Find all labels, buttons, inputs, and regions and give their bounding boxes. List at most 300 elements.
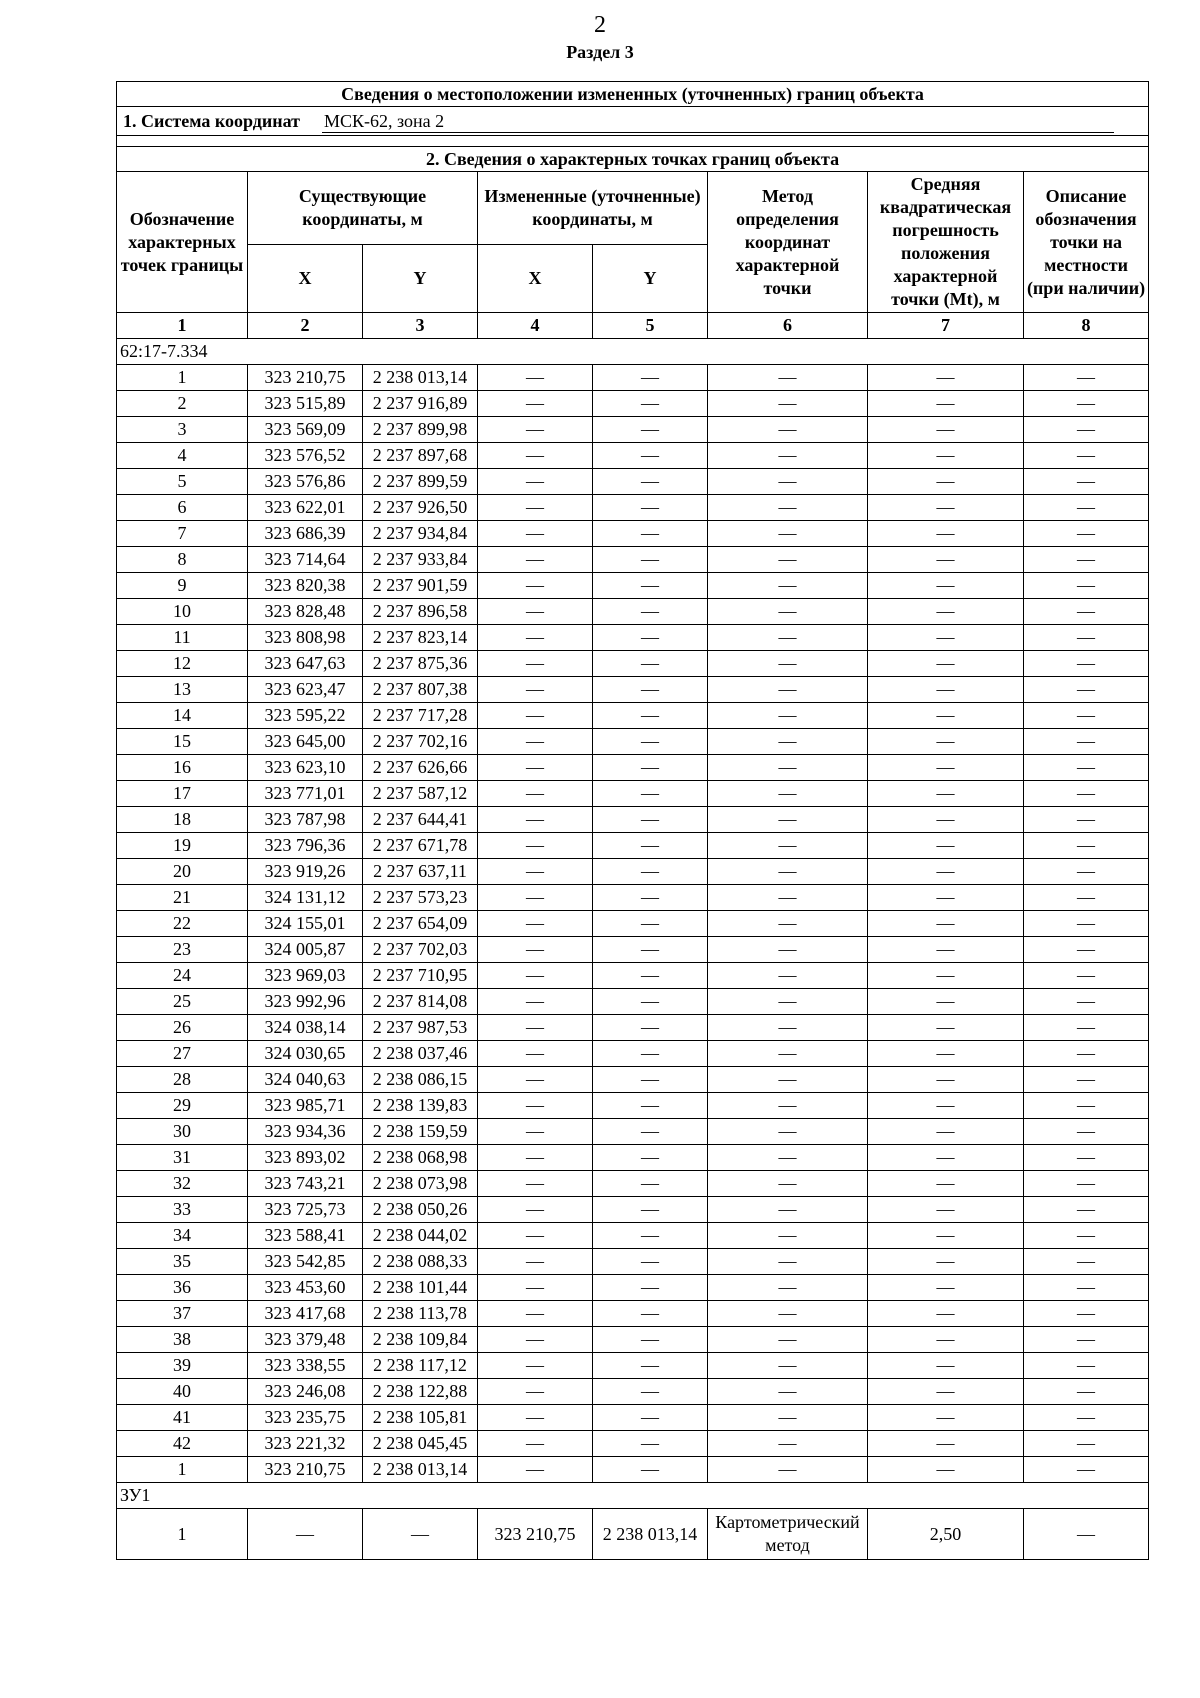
- point-number: 4: [117, 443, 248, 469]
- table-row: [117, 729, 1149, 755]
- column-number: 6: [708, 313, 868, 339]
- accuracy-cell: —: [868, 859, 1024, 885]
- changed-x: —: [478, 651, 593, 677]
- point-number: 1: [117, 365, 248, 391]
- description-cell: —: [1024, 1353, 1149, 1379]
- existing-x: 323 221,32: [248, 1431, 363, 1457]
- existing-x: 323 647,63: [248, 651, 363, 677]
- method-cell: —: [708, 1223, 868, 1249]
- accuracy-cell: —: [868, 573, 1024, 599]
- point-number: 29: [117, 1093, 248, 1119]
- method-cell: —: [708, 1145, 868, 1171]
- accuracy-cell: —: [868, 547, 1024, 573]
- existing-x: 323 623,47: [248, 677, 363, 703]
- point-number: 8: [117, 547, 248, 573]
- table-row: [117, 1275, 1149, 1301]
- header-existing-y: Y: [363, 245, 478, 313]
- accuracy-cell: —: [868, 391, 1024, 417]
- accuracy-cell: —: [868, 729, 1024, 755]
- point-number: 23: [117, 937, 248, 963]
- method-cell: —: [708, 417, 868, 443]
- existing-x: 323 645,00: [248, 729, 363, 755]
- changed-x: —: [478, 1457, 593, 1483]
- point-number: 13: [117, 677, 248, 703]
- accuracy-cell: —: [868, 755, 1024, 781]
- description-cell: —: [1024, 729, 1149, 755]
- method-cell: —: [708, 755, 868, 781]
- description-cell: —: [1024, 1275, 1149, 1301]
- existing-x: 323 515,89: [248, 391, 363, 417]
- changed-x: —: [478, 755, 593, 781]
- point-number: 38: [117, 1327, 248, 1353]
- column-number: 5: [593, 313, 708, 339]
- existing-x: 323 210,75: [248, 365, 363, 391]
- description-cell: —: [1024, 989, 1149, 1015]
- existing-x: 323 796,36: [248, 833, 363, 859]
- method-cell: —: [708, 833, 868, 859]
- point-number: 37: [117, 1301, 248, 1327]
- accuracy-cell: —: [868, 885, 1024, 911]
- point-number: 17: [117, 781, 248, 807]
- header-description: Описание обозначения точки на местности (при наличии): [1024, 172, 1149, 313]
- accuracy-cell: —: [868, 1093, 1024, 1119]
- description-cell: —: [1024, 469, 1149, 495]
- description-cell: —: [1024, 1405, 1149, 1431]
- table-row: [117, 885, 1149, 911]
- existing-y: 2 237 933,84: [363, 547, 478, 573]
- changed-x: —: [478, 1327, 593, 1353]
- point-number: 1: [117, 1457, 248, 1483]
- changed-x: —: [478, 1171, 593, 1197]
- existing-y: 2 237 637,11: [363, 859, 478, 885]
- group-label-parcel: ЗУ1: [117, 1483, 1149, 1509]
- accuracy-cell: —: [868, 1457, 1024, 1483]
- changed-x: —: [478, 417, 593, 443]
- changed-x: —: [478, 859, 593, 885]
- existing-x: 324 040,63: [248, 1067, 363, 1093]
- changed-x: —: [478, 833, 593, 859]
- table-row: [117, 1249, 1149, 1275]
- point-number: 11: [117, 625, 248, 651]
- changed-y: —: [593, 1171, 708, 1197]
- existing-x: 323 542,85: [248, 1249, 363, 1275]
- table-row: [117, 1041, 1149, 1067]
- existing-x: 323 622,01: [248, 495, 363, 521]
- changed-x: —: [478, 937, 593, 963]
- column-number: 1: [117, 313, 248, 339]
- changed-y: —: [593, 703, 708, 729]
- existing-y: 2 237 626,66: [363, 755, 478, 781]
- point-number: 19: [117, 833, 248, 859]
- accuracy-cell: —: [868, 989, 1024, 1015]
- description-cell: —: [1024, 1327, 1149, 1353]
- existing-y: 2 237 899,98: [363, 417, 478, 443]
- table-row: [117, 417, 1149, 443]
- method-cell: —: [708, 469, 868, 495]
- method-cell: —: [708, 443, 868, 469]
- description-cell: —: [1024, 573, 1149, 599]
- header-point-designation: Обозначение характерных точек границы: [117, 172, 248, 313]
- table-row: [117, 651, 1149, 677]
- point-number: 41: [117, 1405, 248, 1431]
- header-changed-x: X: [478, 245, 593, 313]
- existing-x: 323 919,26: [248, 859, 363, 885]
- points-title: 2. Сведения о характерных точках границ объекта: [117, 147, 1149, 172]
- method-cell: —: [708, 495, 868, 521]
- method-cell: —: [708, 989, 868, 1015]
- method-cell: —: [708, 703, 868, 729]
- existing-y: 2 237 671,78: [363, 833, 478, 859]
- existing-y: 2 238 050,26: [363, 1197, 478, 1223]
- accuracy-cell: —: [868, 1353, 1024, 1379]
- table-row: [117, 911, 1149, 937]
- changed-x: —: [478, 1379, 593, 1405]
- description-cell: —: [1024, 365, 1149, 391]
- changed-x: —: [478, 1275, 593, 1301]
- method-cell: —: [708, 937, 868, 963]
- table-row: [117, 1197, 1149, 1223]
- existing-y: 2 237 587,12: [363, 781, 478, 807]
- existing-x: 323 623,10: [248, 755, 363, 781]
- table-row: [117, 859, 1149, 885]
- table-row: [117, 989, 1149, 1015]
- existing-x: 323 246,08: [248, 1379, 363, 1405]
- table-row: [117, 1067, 1149, 1093]
- changed-x: —: [478, 989, 593, 1015]
- table-row: [117, 703, 1149, 729]
- existing-x: 323 595,22: [248, 703, 363, 729]
- existing-y: 2 238 122,88: [363, 1379, 478, 1405]
- changed-y: —: [593, 651, 708, 677]
- changed-y: —: [593, 599, 708, 625]
- changed-x: —: [478, 1041, 593, 1067]
- existing-y: 2 238 109,84: [363, 1327, 478, 1353]
- point-number: 16: [117, 755, 248, 781]
- description-cell: —: [1024, 495, 1149, 521]
- point-number: 24: [117, 963, 248, 989]
- changed-y: —: [593, 1223, 708, 1249]
- existing-y: 2 238 117,12: [363, 1353, 478, 1379]
- method-cell: —: [708, 625, 868, 651]
- point-number: 18: [117, 807, 248, 833]
- point-number: 2: [117, 391, 248, 417]
- description-cell: —: [1024, 651, 1149, 677]
- changed-x: —: [478, 521, 593, 547]
- existing-x: 323 787,98: [248, 807, 363, 833]
- description-cell: —: [1024, 703, 1149, 729]
- existing-y: 2 238 013,14: [363, 365, 478, 391]
- existing-x: 323 820,38: [248, 573, 363, 599]
- group-label-cadastral: 62:17-7.334: [117, 339, 1149, 365]
- accuracy-cell: —: [868, 833, 1024, 859]
- existing-y: 2 237 899,59: [363, 469, 478, 495]
- description-cell: —: [1024, 1509, 1149, 1560]
- changed-x: —: [478, 599, 593, 625]
- existing-x: 323 576,52: [248, 443, 363, 469]
- accuracy-cell: —: [868, 1145, 1024, 1171]
- changed-x: —: [478, 1353, 593, 1379]
- point-number: 5: [117, 469, 248, 495]
- changed-y: —: [593, 885, 708, 911]
- description-cell: —: [1024, 391, 1149, 417]
- existing-y: —: [363, 1509, 478, 1560]
- existing-y: 2 237 702,03: [363, 937, 478, 963]
- method-cell: —: [708, 1327, 868, 1353]
- existing-x: 323 828,48: [248, 599, 363, 625]
- method-cell: —: [708, 859, 868, 885]
- point-number: 27: [117, 1041, 248, 1067]
- changed-y: —: [593, 1145, 708, 1171]
- existing-y: 2 237 901,59: [363, 573, 478, 599]
- changed-x: —: [478, 443, 593, 469]
- changed-y: —: [593, 1015, 708, 1041]
- changed-x: —: [478, 963, 593, 989]
- method-cell: —: [708, 677, 868, 703]
- changed-y: —: [593, 1197, 708, 1223]
- point-number: 34: [117, 1223, 248, 1249]
- changed-y: —: [593, 1093, 708, 1119]
- accuracy-cell: —: [868, 937, 1024, 963]
- description-cell: —: [1024, 1067, 1149, 1093]
- existing-x: 323 453,60: [248, 1275, 363, 1301]
- point-number: 1: [117, 1509, 248, 1560]
- description-cell: —: [1024, 1093, 1149, 1119]
- description-cell: —: [1024, 521, 1149, 547]
- existing-y: 2 237 717,28: [363, 703, 478, 729]
- changed-y: 2 238 013,14: [593, 1509, 708, 1560]
- existing-y: 2 238 159,59: [363, 1119, 478, 1145]
- description-cell: —: [1024, 1171, 1149, 1197]
- accuracy-cell: —: [868, 1431, 1024, 1457]
- changed-x: —: [478, 703, 593, 729]
- changed-y: —: [593, 833, 708, 859]
- table-title: Сведения о местоположении измененных (уточненных) границ объекта: [117, 82, 1149, 107]
- existing-x: 323 235,75: [248, 1405, 363, 1431]
- table-row: [117, 1093, 1149, 1119]
- existing-x: 323 934,36: [248, 1119, 363, 1145]
- changed-x: —: [478, 1145, 593, 1171]
- accuracy-cell: —: [868, 651, 1024, 677]
- method-cell: —: [708, 1379, 868, 1405]
- method-cell: —: [708, 651, 868, 677]
- column-number: 7: [868, 313, 1024, 339]
- existing-x: 324 131,12: [248, 885, 363, 911]
- description-cell: —: [1024, 1457, 1149, 1483]
- changed-x: —: [478, 365, 593, 391]
- changed-y: —: [593, 1301, 708, 1327]
- description-cell: —: [1024, 885, 1149, 911]
- method-cell: —: [708, 1431, 868, 1457]
- method-cell: —: [708, 963, 868, 989]
- changed-x: —: [478, 885, 593, 911]
- accuracy-cell: —: [868, 1379, 1024, 1405]
- page-number: 2: [594, 12, 606, 38]
- accuracy-cell: —: [868, 1015, 1024, 1041]
- accuracy-cell: —: [868, 365, 1024, 391]
- table-row: [117, 1431, 1149, 1457]
- point-number: 3: [117, 417, 248, 443]
- changed-y: —: [593, 963, 708, 989]
- description-cell: —: [1024, 1145, 1149, 1171]
- accuracy-cell: —: [868, 495, 1024, 521]
- description-cell: —: [1024, 625, 1149, 651]
- method-cell: —: [708, 1067, 868, 1093]
- accuracy-cell: —: [868, 1223, 1024, 1249]
- header-method: Метод определения координат характерной точки: [708, 172, 868, 313]
- changed-x: —: [478, 1249, 593, 1275]
- header-changed-y: Y: [593, 245, 708, 313]
- existing-x: 323 992,96: [248, 989, 363, 1015]
- changed-x: —: [478, 495, 593, 521]
- method-cell: —: [708, 911, 868, 937]
- changed-x: —: [478, 469, 593, 495]
- point-number: 28: [117, 1067, 248, 1093]
- existing-x: 323 743,21: [248, 1171, 363, 1197]
- accuracy-cell: —: [868, 1249, 1024, 1275]
- column-number: 8: [1024, 313, 1149, 339]
- changed-y: —: [593, 781, 708, 807]
- accuracy-cell: —: [868, 417, 1024, 443]
- existing-y: 2 238 068,98: [363, 1145, 478, 1171]
- table-row: [117, 1353, 1149, 1379]
- method-cell: —: [708, 1041, 868, 1067]
- existing-y: 2 237 654,09: [363, 911, 478, 937]
- changed-y: —: [593, 365, 708, 391]
- description-cell: —: [1024, 677, 1149, 703]
- table-row: [117, 391, 1149, 417]
- existing-x: 323 338,55: [248, 1353, 363, 1379]
- table-row: [117, 677, 1149, 703]
- existing-y: 2 237 823,14: [363, 625, 478, 651]
- table-row: [117, 937, 1149, 963]
- changed-x: —: [478, 1431, 593, 1457]
- table-row: [117, 1119, 1149, 1145]
- changed-y: —: [593, 443, 708, 469]
- changed-x: —: [478, 1067, 593, 1093]
- accuracy-cell: —: [868, 469, 1024, 495]
- existing-x: 323 893,02: [248, 1145, 363, 1171]
- point-number: 35: [117, 1249, 248, 1275]
- existing-x: 323 714,64: [248, 547, 363, 573]
- changed-y: —: [593, 755, 708, 781]
- spacer: [117, 136, 1149, 147]
- changed-y: —: [593, 1327, 708, 1353]
- method-cell: —: [708, 807, 868, 833]
- changed-y: —: [593, 417, 708, 443]
- accuracy-cell: —: [868, 677, 1024, 703]
- changed-y: —: [593, 1405, 708, 1431]
- existing-y: 2 238 086,15: [363, 1067, 478, 1093]
- changed-x: —: [478, 625, 593, 651]
- changed-y: —: [593, 677, 708, 703]
- changed-y: —: [593, 1275, 708, 1301]
- changed-y: —: [593, 1379, 708, 1405]
- existing-y: 2 237 934,84: [363, 521, 478, 547]
- coord-system-row: [117, 107, 1149, 136]
- changed-x: —: [478, 911, 593, 937]
- existing-x: 323 569,09: [248, 417, 363, 443]
- method-cell: —: [708, 599, 868, 625]
- existing-x: 323 576,86: [248, 469, 363, 495]
- existing-y: 2 237 644,41: [363, 807, 478, 833]
- header-existing-x: X: [248, 245, 363, 313]
- method-cell: —: [708, 365, 868, 391]
- table-row: [117, 573, 1149, 599]
- changed-y: —: [593, 521, 708, 547]
- changed-y: —: [593, 573, 708, 599]
- description-cell: —: [1024, 547, 1149, 573]
- accuracy-cell: —: [868, 807, 1024, 833]
- method-cell: —: [708, 391, 868, 417]
- description-cell: —: [1024, 963, 1149, 989]
- existing-x: 323 725,73: [248, 1197, 363, 1223]
- changed-y: —: [593, 989, 708, 1015]
- changed-y: —: [593, 469, 708, 495]
- changed-x: —: [478, 781, 593, 807]
- column-number: 3: [363, 313, 478, 339]
- existing-x: 324 005,87: [248, 937, 363, 963]
- description-cell: —: [1024, 807, 1149, 833]
- existing-y: 2 238 073,98: [363, 1171, 478, 1197]
- accuracy-cell: —: [868, 781, 1024, 807]
- method-cell: —: [708, 1301, 868, 1327]
- changed-y: —: [593, 1067, 708, 1093]
- existing-x: 324 038,14: [248, 1015, 363, 1041]
- accuracy-cell: —: [868, 1041, 1024, 1067]
- changed-x: —: [478, 1223, 593, 1249]
- method-cell: —: [708, 1015, 868, 1041]
- header-existing-coords: Существующие координаты, м: [248, 172, 478, 245]
- existing-y: 2 237 987,53: [363, 1015, 478, 1041]
- method-cell: —: [708, 1457, 868, 1483]
- accuracy-cell: —: [868, 599, 1024, 625]
- accuracy-cell: 2,50: [868, 1509, 1024, 1560]
- existing-x: 323 771,01: [248, 781, 363, 807]
- changed-x: —: [478, 807, 593, 833]
- existing-y: 2 237 926,50: [363, 495, 478, 521]
- point-number: 21: [117, 885, 248, 911]
- changed-y: —: [593, 1431, 708, 1457]
- existing-x: 323 588,41: [248, 1223, 363, 1249]
- changed-y: —: [593, 1119, 708, 1145]
- table-row: [117, 1015, 1149, 1041]
- point-number: 7: [117, 521, 248, 547]
- description-cell: —: [1024, 911, 1149, 937]
- table-row: [117, 495, 1149, 521]
- point-number: 40: [117, 1379, 248, 1405]
- method-cell: Картометрический метод: [708, 1509, 868, 1560]
- existing-x: 323 379,48: [248, 1327, 363, 1353]
- point-number: 22: [117, 911, 248, 937]
- existing-x: 323 969,03: [248, 963, 363, 989]
- table-row: [117, 1379, 1149, 1405]
- method-cell: —: [708, 885, 868, 911]
- accuracy-cell: —: [868, 443, 1024, 469]
- table-row: [117, 1171, 1149, 1197]
- method-cell: —: [708, 781, 868, 807]
- description-cell: —: [1024, 859, 1149, 885]
- description-cell: —: [1024, 1223, 1149, 1249]
- changed-x: —: [478, 547, 593, 573]
- method-cell: —: [708, 1093, 868, 1119]
- point-number: 15: [117, 729, 248, 755]
- point-number: 36: [117, 1275, 248, 1301]
- point-number: 25: [117, 989, 248, 1015]
- table-row: [117, 469, 1149, 495]
- table-row: [117, 521, 1149, 547]
- accuracy-cell: —: [868, 703, 1024, 729]
- method-cell: —: [708, 521, 868, 547]
